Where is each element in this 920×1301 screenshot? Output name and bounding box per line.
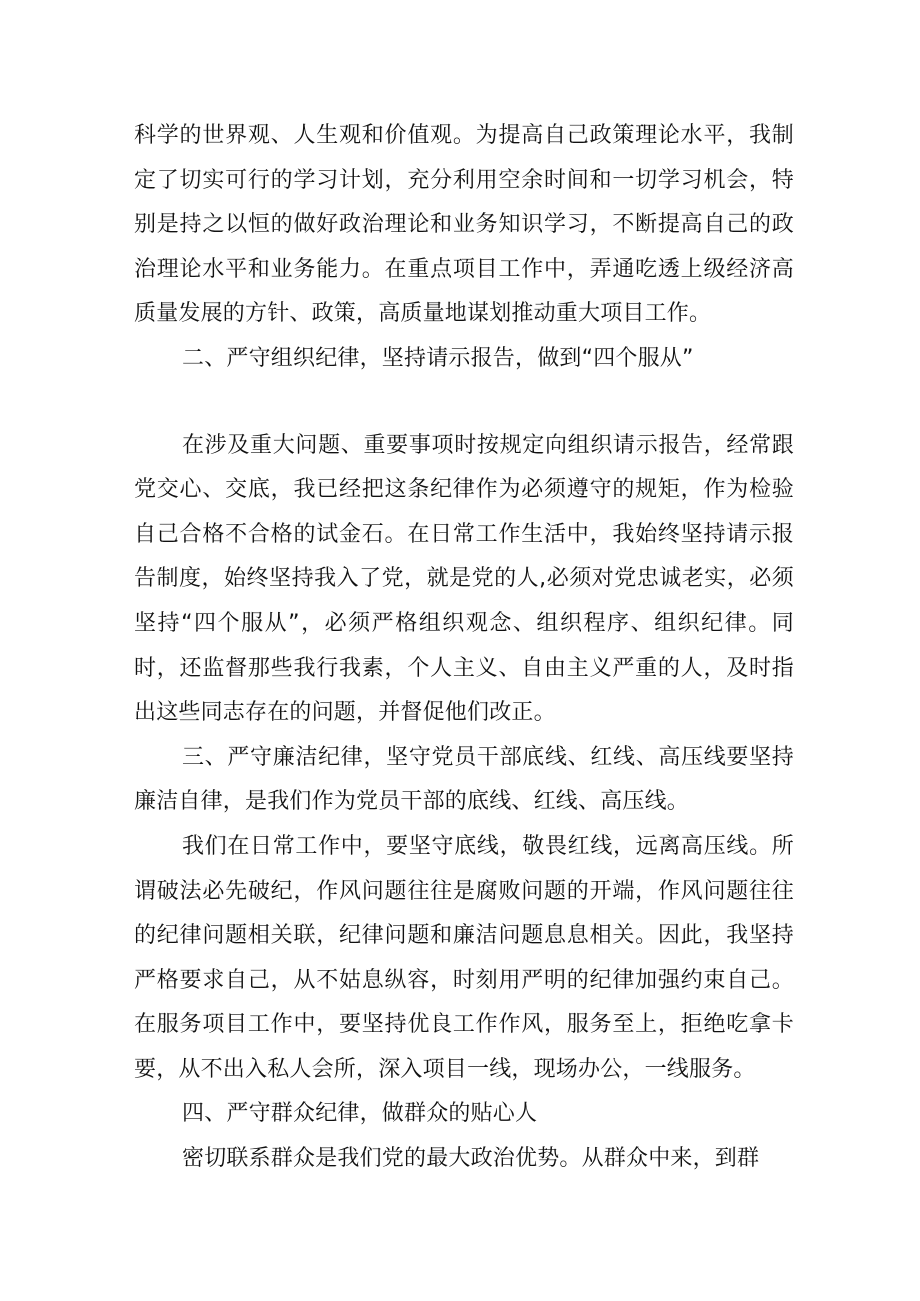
paragraph-integrity-discipline: 我们在日常工作中，要坚守底线，敬畏红线，远离高压线。所谓破法必先破纪，作风问题往往是腐败问题的开端，作风问题往往的纪律问题相关联，纪律问题和廉洁问题息息相关。因此，我坚持严格要求自己，从不姑息纵容，时刻用严明的纪律加强约束自己。在服务项目工作中，要坚持优良工作作风，服务至上，拒绝吃拿卡要，从不出入私人会所，深入项目一线，现场办公，一线服务。 xyxy=(134,833,794,1082)
section-heading-organization-discipline: 二、严守组织纪律，坚持请示报告，做到“四个服从” xyxy=(182,345,694,371)
paragraph-mass-discipline: 密切联系群众是我们党的最大政治优势。从群众中来，到群 xyxy=(182,1146,760,1172)
paragraph-organization-discipline: 在涉及重大问题、重要事项时按规定向组织请示报告，经常跟党交心、交底，我已经把这条纪律作为必须遵守的规矩，作为检验自己合格不合格的试金石。在日常工作生活中，我始终坚持请示报告制度，始终坚持我入了党，就是党的人,必须对党忠诚老实，必须坚持“四个服从”，必须严格组织观念、组织程序、组织纪律。同时，还监督那些我行我素，个人主义、自由主义严重的人，及时指出这些同志存在的问题，并督促他们改正。 xyxy=(134,432,794,726)
section-heading-mass-discipline: 四、严守群众纪律，做群众的贴心人 xyxy=(182,1101,538,1127)
section-heading-integrity-discipline: 三、严守廉洁纪律，坚守党员干部底线、红线、高压线要坚持廉洁自律，是我们作为党员干部的底线、红线、高压线。 xyxy=(134,744,794,815)
paragraph-study-plan: 科学的世界观、人生观和价值观。为提高自己政策理论水平，我制定了切实可行的学习计划，充分利用空余时间和一切学习机会，特别是持之以恒的做好政治理论和业务知识学习，不断提高自己的政治理论水平和业务能力。在重点项目工作中，弄通吃透上级经济高质量发展的方针、政策，高质量地谋划推动重大项目工作。 xyxy=(134,123,794,327)
document-body xyxy=(134,114,794,1182)
